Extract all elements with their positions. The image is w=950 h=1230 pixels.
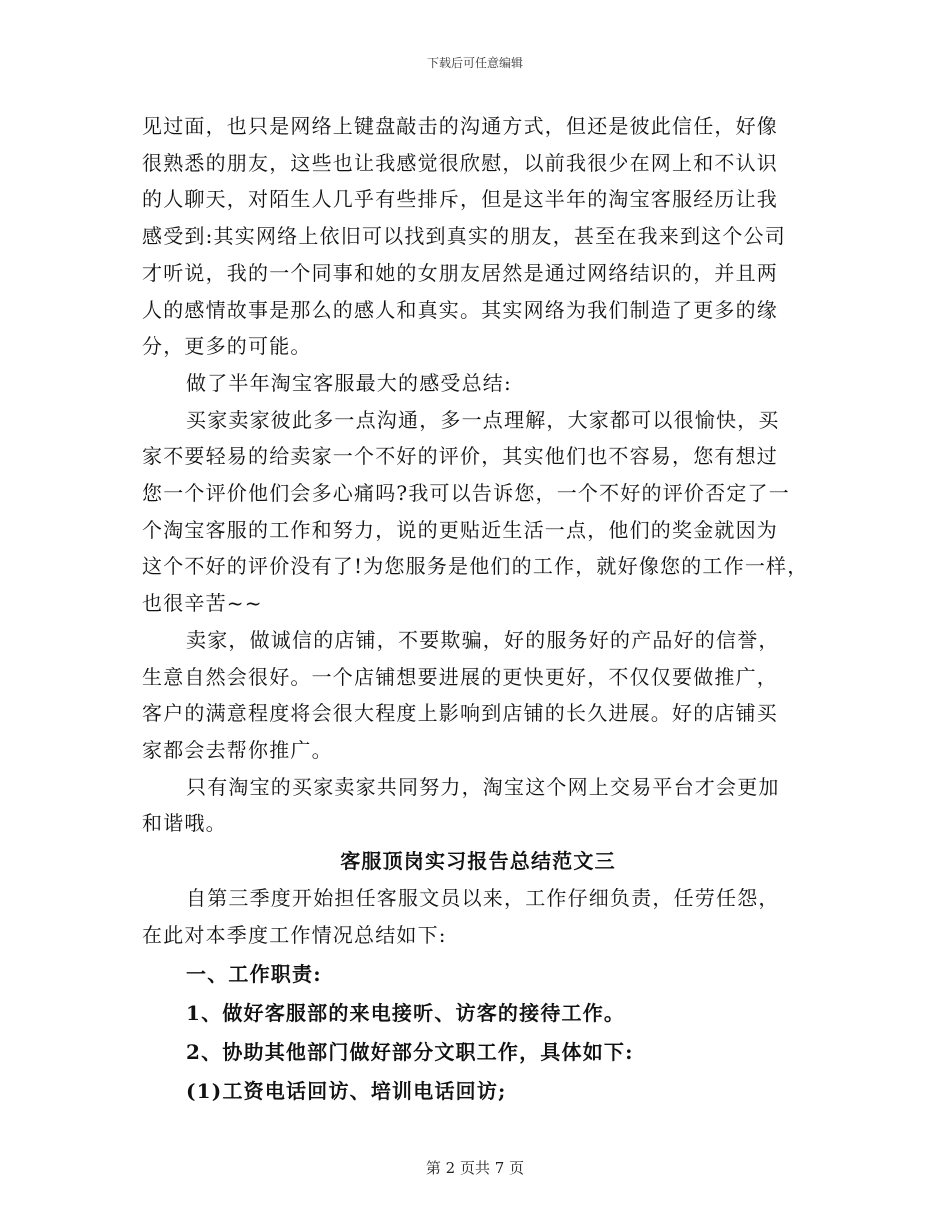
paragraph — [142, 365, 814, 402]
list-item: (1)工资电话回访、培训电话回访; — [186, 1079, 507, 1104]
paragraph — [142, 108, 814, 365]
text-line: 的人聊天，对陌生人几乎有些排斥，但是这半年的淘宝客服经历让我 — [142, 187, 778, 212]
text-line: 才听说，我的一个同事和她的女朋友居然是通过网络结识的，并且两 — [142, 260, 778, 285]
list-item: 1、做好客服部的来电接听、访客的接待工作。 — [186, 1001, 626, 1026]
text-line: 很熟悉的朋友，这些也让我感觉很欣慰，以前我很少在网上和不认识 — [142, 150, 778, 175]
text-line: 家都会去帮你推广。 — [142, 737, 333, 762]
text-line: 个淘宝客服的工作和努力，说的更贴近生活一点，他们的奖金就因为 — [142, 517, 778, 542]
text-line: 和谐哦。 — [142, 811, 227, 836]
text-line: 在此对本季度工作情况总结如下: — [142, 922, 447, 947]
document-body — [142, 108, 814, 1111]
duty-list — [142, 955, 814, 1111]
paragraph — [142, 769, 814, 842]
text-line: 生意自然会很好。一个店铺想要进展的更快更好，不仅仅要做推广， — [142, 664, 778, 689]
text-line: 这个不好的评价没有了!为您服务是他们的工作，就好像您的工作一样， — [142, 554, 809, 579]
paragraph — [142, 622, 814, 769]
text-line: 客户的满意程度将会很大程度上影响到店铺的长久进展。好的店铺买 — [142, 701, 778, 726]
text-line: 也很辛苦~~ — [142, 591, 263, 616]
text-line: 买家卖家彼此多一点沟通，多一点理解，大家都可以很愉快，买 — [186, 407, 780, 432]
text-line: 见过面，也只是网络上键盘敲击的沟通方式，但还是彼此信任，好像 — [142, 114, 778, 138]
text-line: 做了半年淘宝客服最大的感受总结: — [186, 370, 512, 395]
page-footer: 第 2 页共 7 页 — [425, 1159, 525, 1177]
paragraph — [142, 402, 814, 622]
text-line: 家不要轻易的给卖家一个不好的评价，其实他们也不容易，您有想过 — [142, 444, 778, 469]
list-item: 一、工作职责: — [186, 962, 322, 987]
text-line: 人的感情故事是那么的感人和真实。其实网络为我们制造了更多的缘 — [142, 297, 778, 322]
list-item: 2、协助其他部门做好部分文职工作，具体如下: — [186, 1040, 634, 1065]
text-line: 感受到:其实网络上依旧可以找到真实的朋友，甚至在我来到这个公司 — [142, 224, 786, 249]
text-line: 只有淘宝的买家卖家共同努力，淘宝这个网上交易平台才会更加 — [186, 774, 780, 799]
intro-paragraph — [142, 880, 814, 953]
section-title: 客服顶岗实习报告总结范文三 — [340, 849, 616, 874]
text-line: 分，更多的可能。 — [142, 334, 312, 359]
text-line: 您一个评价他们会多心痛吗?我可以告诉您，一个不好的评价否定了一 — [142, 481, 790, 506]
text-line: 卖家，做诚信的店铺，不要欺骗，好的服务好的产品好的信誉， — [186, 627, 780, 652]
text-line: 自第三季度开始担任客服文员以来，工作仔细负责，任劳任怨， — [186, 886, 780, 911]
page-header: 下载后可任意编辑 — [426, 56, 523, 70]
